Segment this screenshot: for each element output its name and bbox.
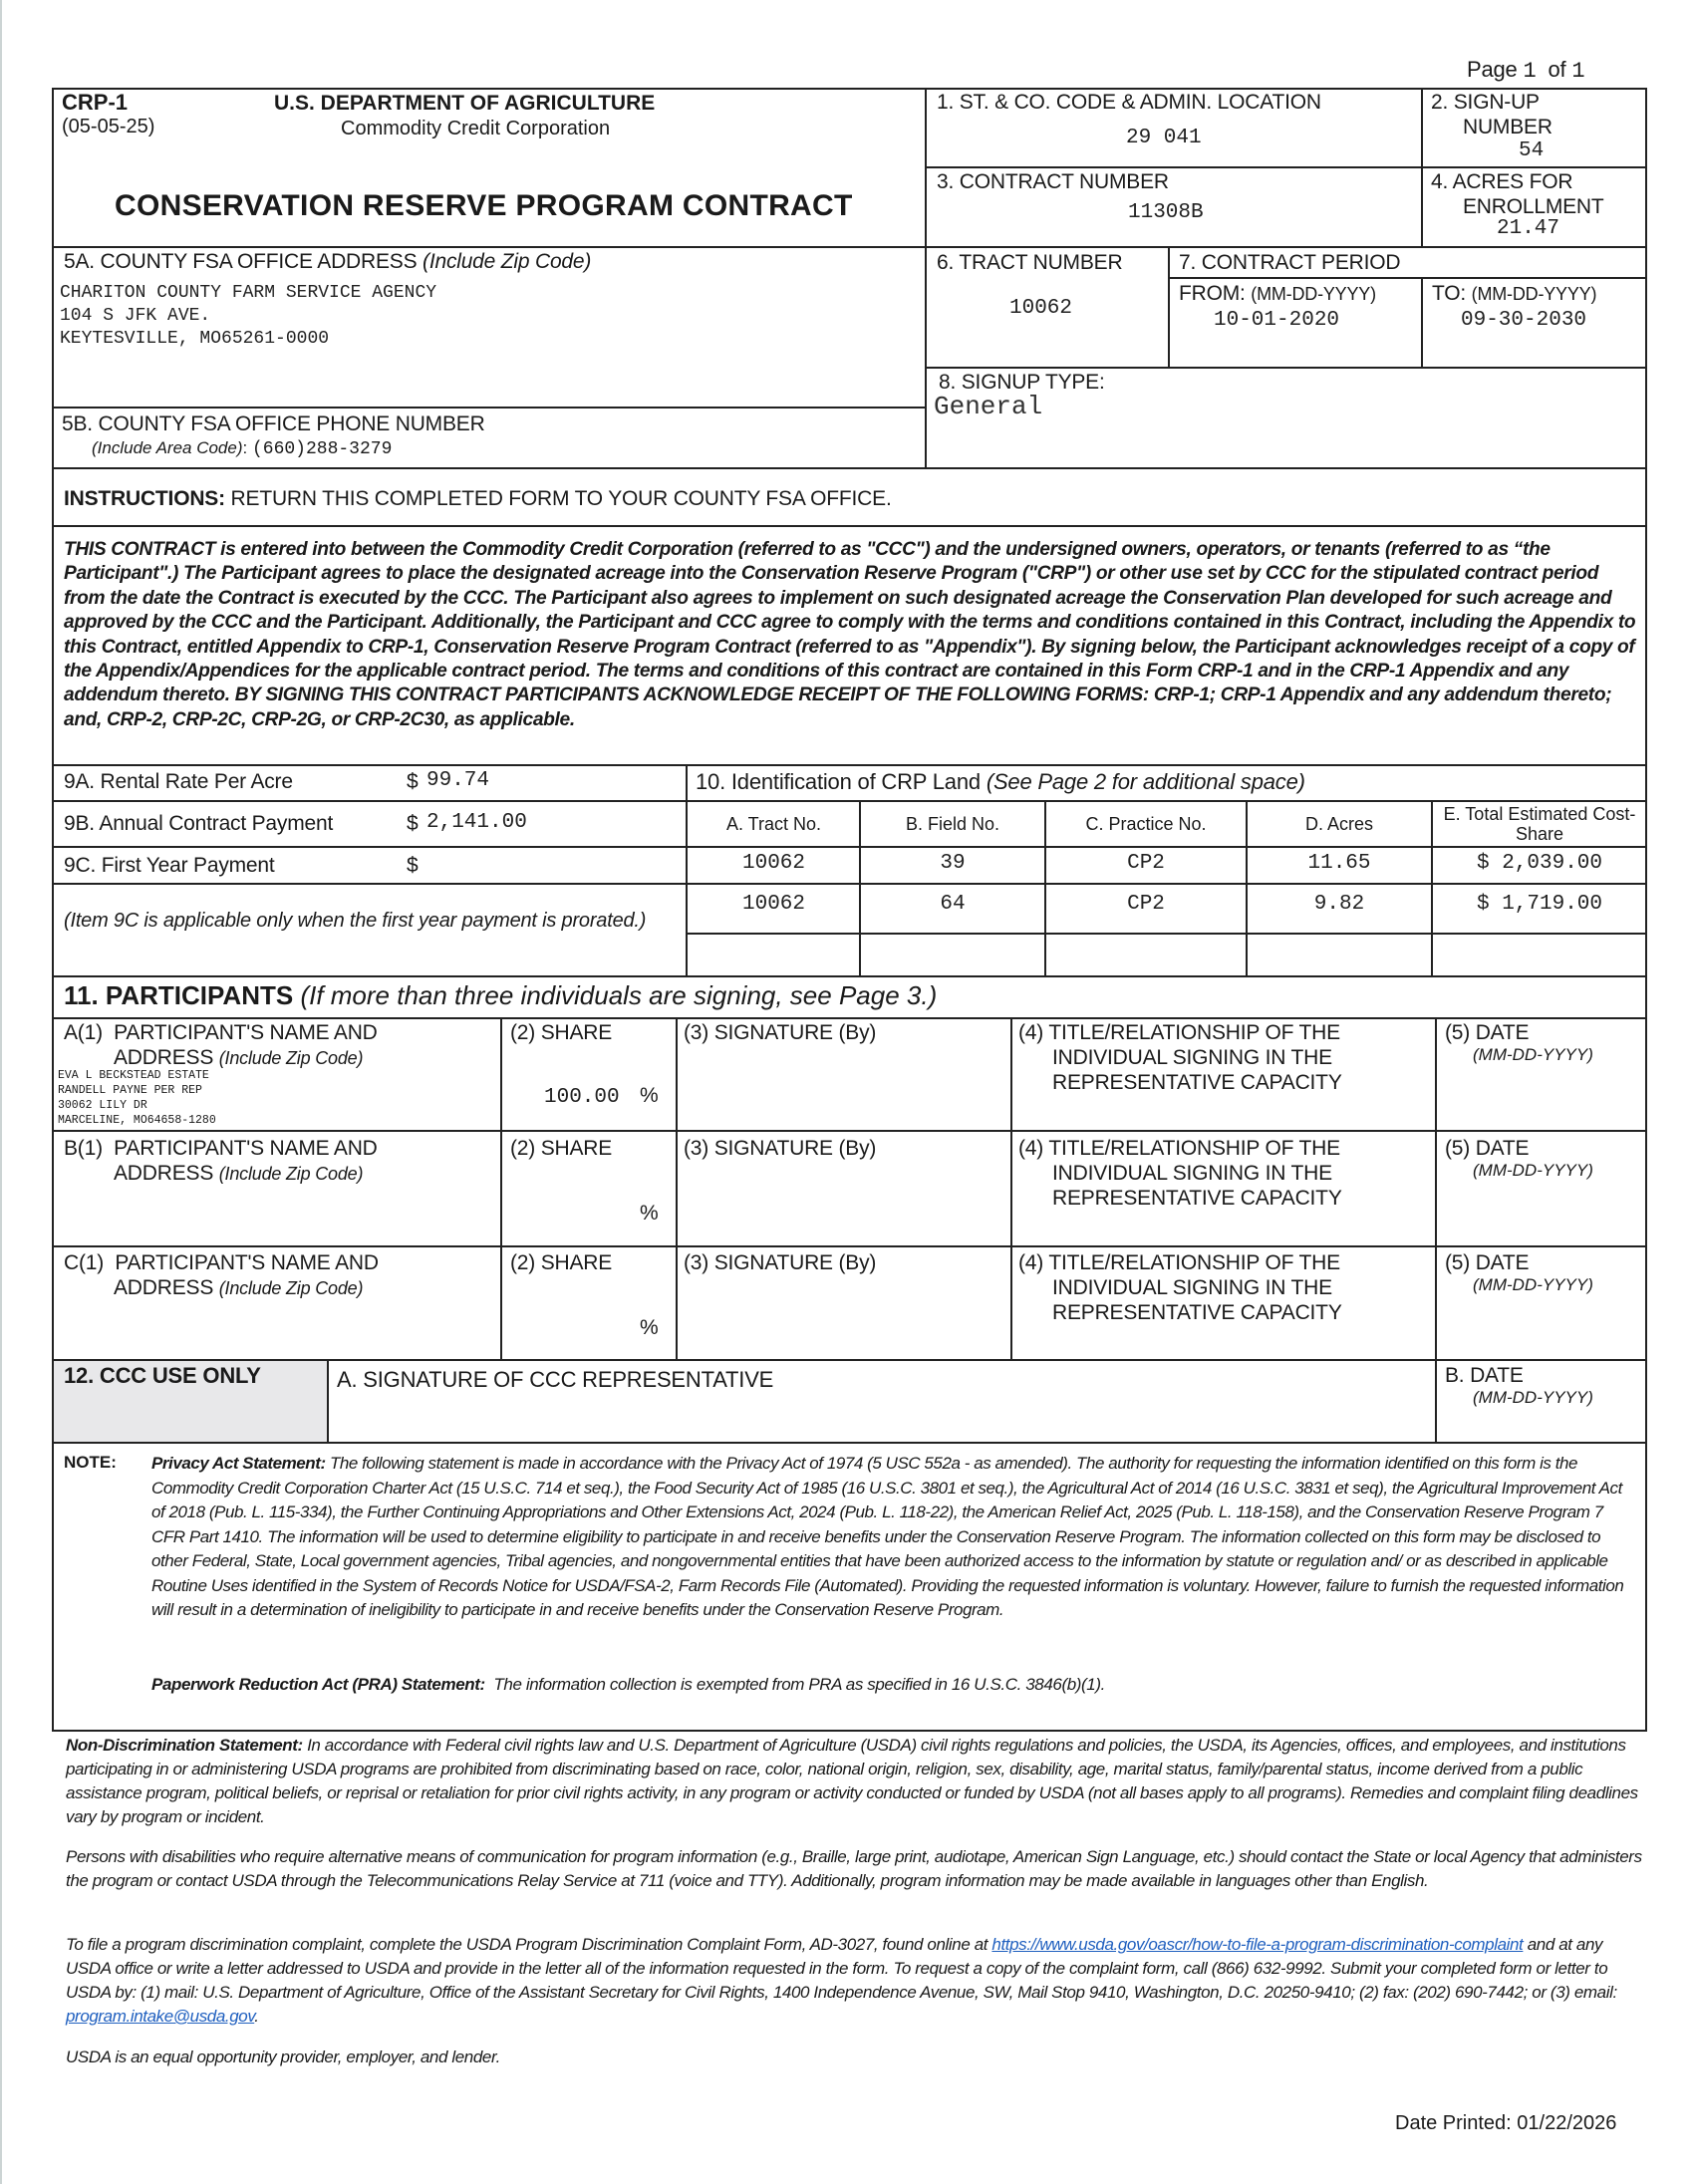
divider — [327, 1360, 329, 1443]
st-co-code-label: 1. ST. & CO. CODE & ADMIN. LOCATION — [937, 91, 1321, 114]
cell-practice: CP2 — [1127, 893, 1165, 916]
cell-field: 64 — [940, 893, 966, 916]
divider — [52, 467, 1647, 469]
form-date: (05-05-25) — [62, 116, 155, 137]
participant-a-percent: % — [640, 1084, 659, 1107]
period-to-value: 09-30-2030 — [1461, 309, 1587, 332]
participant-b-date-format: (MM-DD-YYYY) — [1473, 1161, 1593, 1180]
participant-c-signature-field[interactable] — [680, 1278, 1008, 1358]
participant-c-title-label: (4) TITLE/RELATIONSHIP OF THE INDIVIDUAL SIGNING IN THE REPRESENTATIVE CAPACITY — [1018, 1251, 1342, 1324]
participant-line: RANDELL PAYNE PER REP — [58, 1084, 202, 1097]
divider — [52, 525, 1647, 527]
page-total: 1 — [1571, 59, 1585, 84]
participant-c-share-field[interactable] — [504, 1278, 634, 1356]
ccc-signature-field[interactable] — [331, 1397, 1431, 1441]
divider — [52, 1017, 1647, 1019]
address-line: CHARITON COUNTY FARM SERVICE AGENCY — [60, 283, 437, 303]
participant-b-signature-field[interactable] — [680, 1164, 1008, 1243]
cell-cost-share: $ 2,039.00 — [1476, 852, 1603, 875]
participant-b-address-label: ADDRESS (Include Zip Code) — [114, 1162, 364, 1185]
participant-a-date-field[interactable] — [1439, 1066, 1644, 1128]
cell-field: 39 — [940, 852, 966, 875]
participant-a-signature-field[interactable] — [680, 1048, 1008, 1128]
page-current: 1 — [1523, 59, 1537, 84]
pra-statement: Paperwork Reduction Act (PRA) Statement: The information collection is exempted from PRA as specified in 16 U.S.C. 3846(b)(1). — [151, 1675, 1105, 1694]
first-year-note: (Item 9C is applicable only when the first year payment is prorated.) — [64, 910, 647, 932]
participant-c-date-field[interactable] — [1439, 1295, 1644, 1357]
participant-a-date-format: (MM-DD-YYYY) — [1473, 1045, 1593, 1064]
divider — [1435, 1360, 1437, 1443]
annual-payment-currency: $ — [407, 812, 419, 835]
divider — [52, 246, 1647, 248]
participant-c-name-label: C(1) PARTICIPANT'S NAME AND — [64, 1251, 379, 1274]
acres-enrollment-label: 4. ACRES FOR — [1431, 170, 1573, 193]
col-cost-share: E. Total Estimated Cost-Share — [1443, 804, 1636, 844]
tract-number-label: 6. TRACT NUMBER — [937, 251, 1123, 274]
divider — [52, 1245, 1647, 1247]
participant-b-title-label: (4) TITLE/RELATIONSHIP OF THE INDIVIDUAL SIGNING IN THE REPRESENTATIVE CAPACITY — [1018, 1137, 1342, 1210]
divider — [52, 883, 1647, 885]
crp-land-row — [688, 893, 1647, 916]
participant-c-share-label: (2) SHARE — [510, 1251, 613, 1274]
contract-text: THIS CONTRACT is entered into between the Commodity Credit Corporation (referred to as "CCC") and the undersigned owners, operators, or tenants (referred to as “the Participant".) The Participant agrees to place the designated acreage into the Conservation Reserve Program ("CRP") or other use set by CCC for the stipulated contract period from the date the Contract is executed by the CCC. The Participant also agrees to implement on such designated acreage the Conservation Plan developed for such acreage and approved by the CCC and the Participant. Additionally, the Participant and CCC agree to comply with the terms and conditions contained in this Contract, including the Appendix to this Contract, entitled Appendix to CRP-1, Conservation Reserve Program Contract (referred to as "Appendix"). By signing below, the Participant acknowledges receipt of a copy of the Appendix/Appendices for the applicable contract period. The terms and conditions of this contract are contained in this Form CRP-1 and in the CRP-1 Appendix and any addendum thereto. BY SIGNING THIS CONTRACT PARTICIPANTS ACKNOWLEDGE RECEIPT OF THE FOLLOWING FORMS: CRP-1; CRP-1 Appendix and any addendum thereto; and, CRP-2, CRP-2C, CRP-2G, or CRP-2C30, as applicable. — [64, 539, 1636, 730]
participant-a-signature-label: (3) SIGNATURE (By) — [684, 1021, 877, 1044]
signup-type-label: 8. SIGNUP TYPE: — [939, 371, 1105, 394]
participant-c-date-label: (5) DATE — [1445, 1251, 1530, 1274]
ccc-date-format: (MM-DD-YYYY) — [1473, 1388, 1593, 1407]
cell-practice: CP2 — [1127, 852, 1165, 875]
annual-payment-label: 9B. Annual Contract Payment — [64, 812, 334, 835]
date-printed-value: 01/22/2026 — [1517, 2112, 1617, 2134]
cell-acres: 9.82 — [1313, 893, 1365, 916]
col-tract: A. Tract No. — [725, 813, 822, 834]
participant-b-share-field[interactable] — [504, 1164, 634, 1241]
period-from-label: FROM: (MM-DD-YYYY) — [1179, 282, 1376, 305]
participant-b-percent: % — [640, 1202, 659, 1225]
participant-a-address — [58, 1068, 216, 1128]
st-co-code-value: 29 041 — [1126, 127, 1202, 149]
participant-a-share-label: (2) SHARE — [510, 1021, 613, 1044]
divider — [1435, 1018, 1437, 1360]
divider — [925, 367, 1647, 369]
crp-land-row — [688, 852, 1647, 875]
page-title: CONSERVATION RESERVE PROGRAM CONTRACT — [115, 189, 853, 222]
divider — [925, 88, 927, 468]
divider — [686, 933, 1647, 935]
equal-opportunity: USDA is an equal opportunity provider, employer, and lender. — [66, 2048, 500, 2066]
acres-enrollment-value: 21.47 — [1497, 217, 1560, 240]
participant-c-date-format: (MM-DD-YYYY) — [1473, 1275, 1593, 1294]
participant-b-date-label: (5) DATE — [1445, 1137, 1530, 1160]
office-phone-label: 5B. COUNTY FSA OFFICE PHONE NUMBER — [62, 412, 485, 435]
divider — [1168, 247, 1170, 368]
participant-b-date-field[interactable] — [1439, 1182, 1644, 1243]
first-year-currency: $ — [407, 854, 419, 877]
cell-cost-share: $ 1,719.00 — [1476, 893, 1603, 916]
complaint-form-link[interactable]: https://www.usda.gov/oascr/how-to-file-a-program-discrimination-complaint — [991, 1935, 1524, 1954]
contract-number-value: 11308B — [1128, 201, 1204, 224]
office-phone-value: (660)288-3279 — [251, 439, 393, 459]
participant-a-title-label: (4) TITLE/RELATIONSHIP OF THE INDIVIDUAL SIGNING IN THE REPRESENTATIVE CAPACITY — [1018, 1021, 1342, 1094]
signup-number-label-2: NUMBER — [1463, 116, 1553, 138]
ccc-use-only-label: 12. CCC USE ONLY — [64, 1363, 261, 1388]
disabilities-statement: Persons with disabilities who require alternative means of communication for program information (e.g., Braille, large print, audiotape, American Sign Language, etc.) should contact the State or local Agency that administers the program or contact USDA through the Telecommunications Relay Service at 711 (voice and TTY). Additionally, program information may be made available in languages other than English. — [66, 1847, 1642, 1890]
divider — [52, 1442, 1647, 1444]
participant-a-date-label: (5) DATE — [1445, 1021, 1530, 1044]
tract-number-value: 10062 — [1009, 297, 1073, 320]
page-number — [1467, 57, 1584, 84]
divider — [1168, 277, 1647, 279]
rental-rate-label: 9A. Rental Rate Per Acre — [64, 770, 293, 793]
divider — [1421, 277, 1423, 368]
cell-tract: 10062 — [741, 852, 805, 875]
col-acres: D. Acres — [1304, 813, 1374, 834]
contract-period-label: 7. CONTRACT PERIOD — [1179, 251, 1401, 274]
page-label: Page — [1467, 57, 1518, 82]
period-to-label: TO: (MM-DD-YYYY) — [1432, 282, 1597, 305]
participant-c-signature-label: (3) SIGNATURE (By) — [684, 1251, 877, 1274]
ccc-signature-label: A. SIGNATURE OF CCC REPRESENTATIVE — [337, 1367, 774, 1392]
divider — [52, 764, 1647, 766]
rental-rate-currency: $ — [407, 770, 419, 793]
participant-a-address-label: ADDRESS (Include Zip Code) — [114, 1046, 364, 1069]
scan-edge — [0, 0, 2, 2184]
participant-line: EVA L BECKSTEAD ESTATE — [58, 1069, 209, 1082]
crp-land-title: 10. Identification of CRP Land (See Page 2 for additional space) — [696, 769, 1305, 794]
first-year-label: 9C. First Year Payment — [64, 854, 275, 877]
acres-enrollment-label-2: ENROLLMENT — [1463, 195, 1604, 218]
form-id: CRP-1 — [62, 90, 129, 115]
email-link[interactable]: program.intake@usda.gov — [66, 2007, 255, 2026]
complaint-statement: To file a program discrimination complaint, complete the USDA Program Discrimination Complaint Form, AD-3027, found online at https://www.usda.gov/oascr/how-to-file-a-program-discrimination-complaint and at any USDA office or write a letter addressed to USDA and provide in the letter all of the information requested in the form. To request a copy of the complaint form, call (866) 632-9992. Submit your completed form or letter to USDA by: (1) mail: U.S. Department of Agriculture, Office of the Assistant Secretary for Civil Rights, 1400 Independence Avenue, SW, Mail Stop 9410, Washington, D.C. 20250-9410; (2) fax: (202) 690-7442; or (3) email: program.intake@usda.gov. — [66, 1935, 1617, 2026]
office-phone-row: (Include Area Code): (660)288-3279 — [92, 438, 393, 459]
note-label: NOTE: — [64, 1453, 117, 1472]
signup-number-value: 54 — [1519, 139, 1545, 162]
address-line: 104 S JFK AVE. — [60, 306, 211, 326]
participants-title: 11. PARTICIPANTS (If more than three individuals are signing, see Page 3.) — [64, 980, 938, 1010]
divider — [52, 1130, 1647, 1132]
signup-type-value: General — [934, 392, 1043, 421]
participant-b-address-field[interactable] — [56, 1186, 498, 1243]
cell-tract: 10062 — [741, 893, 805, 916]
crp-land-header — [688, 802, 1647, 846]
col-practice: C. Practice No. — [1085, 813, 1207, 834]
divider — [500, 1018, 502, 1360]
divider — [52, 846, 1647, 848]
office-address-label: 5A. COUNTY FSA OFFICE ADDRESS (Include Zip Code) — [64, 250, 592, 273]
participant-b-name-label: B(1) PARTICIPANT'S NAME AND — [64, 1137, 378, 1160]
col-field: B. Field No. — [905, 813, 1000, 834]
page-of-label: of — [1548, 57, 1566, 82]
participant-b-share-label: (2) SHARE — [510, 1137, 613, 1160]
divider — [925, 166, 1647, 168]
department-name: U.S. DEPARTMENT OF AGRICULTURE — [274, 92, 656, 115]
participant-c-percent: % — [640, 1316, 659, 1339]
participant-c-address-label: ADDRESS (Include Zip Code) — [114, 1276, 364, 1299]
divider — [52, 975, 1647, 977]
date-printed: Date Printed: 01/22/2026 — [1395, 2112, 1617, 2134]
office-address-value — [60, 282, 436, 351]
rental-rate-value: 99.74 — [426, 769, 490, 792]
privacy-act-statement: Privacy Act Statement: The following statement is made in accordance with the Privacy Act of 1974 (5 USC 552a - as amended). The authority for requesting the information identified on this form is the Commodity Credit Corporation Charter Act (15 U.S.C. 714 et seq.), the Food Security Act of 1985 (16 U.S.C. 3801 et seq.), the Agricultural Act of 2014 (16 U.S.C. 3831 et seq), the Agricultural Improvement Act of 2018 (Pub. L. 115-334), the Further Continuing Appropriations and Other Extensions Act, 2024 (Pub. L. 118-22), the American Relief Act, 2025 (Pub. L. 118-158), and the Conservation Reserve Program 7 CFR Part 1410. The information will be used to determine eligibility to participate in and receive benefits under the Conservation Reserve Program. The information collected on this form may be disclosed to other Federal, State, Local government agencies, Tribal agencies, and nongovernmental entities that have been authorized access to the information by statute or regulation and/ or as described in applicable Routine Uses identified in the System of Records Notice for USDA/FSA-2, Farm Records File (Automated). Providing the requested information is voluntary. However, failure to furnish the requested information will result in a determination of ineligibility to participate in and receive benefits under the Conservation Reserve Program. — [151, 1454, 1624, 1619]
participant-line: 30062 LILY DR — [58, 1099, 147, 1112]
signup-number-label: 2. SIGN-UP — [1431, 91, 1540, 114]
instructions: INSTRUCTIONS: RETURN THIS COMPLETED FORM TO YOUR COUNTY FSA OFFICE. — [64, 487, 892, 510]
agency-name: Commodity Credit Corporation — [341, 118, 611, 139]
address-line: KEYTESVILLE, MO65261-0000 — [60, 329, 330, 349]
participant-a-share-value: 100.00 — [544, 1086, 620, 1109]
period-from-value: 10-01-2020 — [1214, 309, 1340, 332]
participant-line: MARCELINE, MO64658-1280 — [58, 1114, 216, 1127]
contract-number-label: 3. CONTRACT NUMBER — [937, 170, 1169, 193]
participant-a-name-label: A(1) PARTICIPANT'S NAME AND — [64, 1021, 378, 1044]
divider — [1010, 1018, 1012, 1360]
ccc-date-label: B. DATE — [1445, 1364, 1524, 1387]
nondiscrimination-statement: Non-Discrimination Statement: In accordance with Federal civil rights law and U.S. Department of Agriculture (USDA) civil rights regulations and policies, the USDA, its Agencies, offices, and employees, and institutions participating in or administering USDA programs are prohibited from discriminating based on race, color, national origin, religion, sex, disability, age, marital status, family/parental status, income derived from a public assistance program, political beliefs, or reprisal or retaliation for prior civil rights activity, in any program or activity conducted or funded by USDA (not all bases apply to all programs). Remedies and complaint filing deadlines vary by program or incident. — [66, 1736, 1638, 1826]
divider — [52, 407, 925, 409]
annual-payment-value: 2,141.00 — [426, 811, 527, 834]
divider — [676, 1018, 678, 1360]
cell-acres: 11.65 — [1307, 852, 1371, 875]
participant-c-address-field[interactable] — [56, 1300, 498, 1358]
participant-b-signature-label: (3) SIGNATURE (By) — [684, 1137, 877, 1160]
